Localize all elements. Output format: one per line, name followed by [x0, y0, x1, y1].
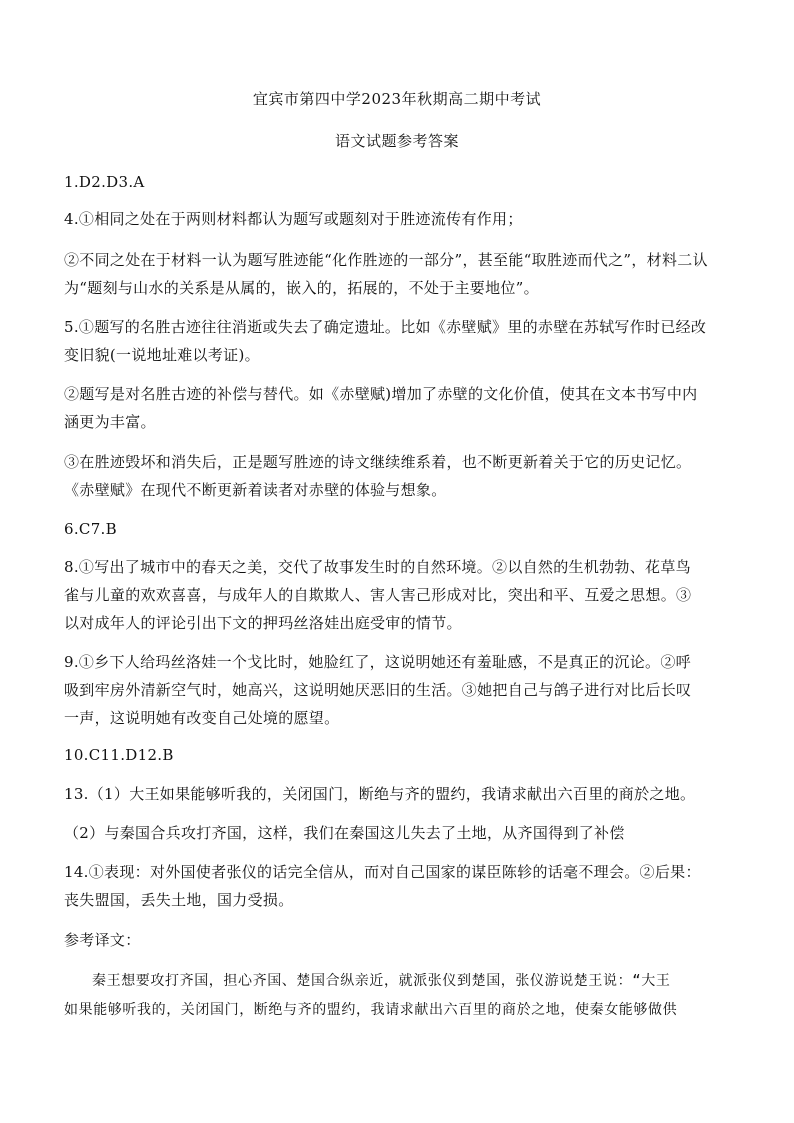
answer-line: 为“题刻与山水的关系是从属的，嵌入的，拓展的，不处于主要地位”。	[64, 279, 539, 297]
answer-8	[64, 553, 740, 637]
reference-translation-text	[64, 967, 740, 1025]
answer-14	[64, 858, 740, 914]
answer-4	[64, 205, 740, 233]
answer-line: （2）与秦国合兵攻打齐国，这样，我们在秦国这儿失去了土地，从齐国得到了补偿	[64, 824, 625, 842]
answer-line: 变旧貌(一说地址难以考证)。	[64, 346, 260, 364]
answer-line: 5.①题写的名胜古迹往往消逝或失去了确定遗址。比如《赤壁赋》里的赤壁在苏轼写作时已经改	[64, 318, 707, 336]
answer-line: 13.（1）大王如果能够听我的，关闭国门，断绝与齐的盟约，我请求献出六百里的商於之地。	[64, 785, 696, 803]
answer-13-part-2	[64, 819, 740, 847]
exam-title: 宜宾市第四中学2023年秋期高二期中考试	[252, 90, 542, 108]
answer-5-point-2	[64, 380, 740, 436]
answer-line: 6.C7.B	[64, 520, 117, 538]
answer-line: 丧失盟国，丢失土地，国力受损。	[64, 891, 294, 909]
answer-line: ③在胜迹毁坏和消失后，正是题写胜迹的诗文继续维系着，也不断更新着关于它的历史记忆。	[64, 453, 692, 471]
answer-key-subtitle: 语文试题参考答案	[334, 132, 459, 150]
answer-line: 涵更为丰富。	[64, 413, 156, 431]
answer-line: 雀与儿童的欢欢喜喜，与成年人的自欺欺人、害人害己形成对比，突出和平、互爱之思想。③	[64, 586, 692, 604]
answer-line: 参考译文：	[64, 931, 141, 949]
answer-4-continued	[64, 246, 740, 302]
answer-line: ②题写是对名胜古迹的补偿与替代。如《赤壁赋)增加了赤壁的文化价值，使其在文本书写中内	[64, 385, 698, 403]
answer-5	[64, 313, 740, 369]
translation-line: 秦王想要攻打齐国，担心齐国、楚国合纵亲近，就派张仪到楚国，张仪游说楚王说：“大王	[92, 973, 671, 989]
answer-line: 4.①相同之处在于两则材料都认为题写或题刻对于胜迹流传有作用；	[64, 210, 523, 228]
answer-10-12	[64, 741, 740, 769]
answer-line: 一声，这说明她有改变自己处境的愿望。	[64, 709, 340, 727]
answer-line: 1.D2.D3.A	[64, 173, 145, 191]
answer-line: 以对成年人的评论引出下文的押玛丝洛娃出庭受审的情节。	[64, 614, 462, 632]
translation-line: 如果能够听我的，关闭国门，断绝与齐的盟约，我请求献出六百里的商於之地，使秦女能够做供	[64, 1002, 678, 1018]
answer-line: 10.C11.D12.B	[64, 746, 174, 764]
answer-line: ②不同之处在于材料一认为题写胜迹能“化作胜迹的一部分”，甚至能“取胜迹而代之”，材料二认	[64, 251, 708, 269]
answer-line: 9.①乡下人给玛丝洛娃一个戈比时，她脸红了，这说明她还有羞耻感，不是真正的沉论。②呼	[64, 653, 691, 671]
answer-1-3	[64, 168, 740, 196]
answer-line: 8.①写出了城市中的春天之美，交代了故事发生时的自然环境。②以自然的生机勃勃、花草鸟	[64, 558, 691, 576]
answer-5-point-3	[64, 448, 740, 504]
answer-13-part-1	[64, 780, 740, 808]
answer-line: 吸到牢房外清新空气时，她高兴，这说明她厌恶旧的生活。③她把自己与鸽子进行对比后长叹	[64, 681, 692, 699]
answer-9	[64, 648, 740, 732]
answer-line: 《赤壁赋》在现代不断更新着读者对赤壁的体验与想象。	[64, 481, 447, 499]
answer-6-7	[64, 515, 740, 543]
reference-translation-label	[64, 926, 740, 954]
answer-line: 14.①表现：对外国使者张仪的话完全信从，而对自己国家的谋臣陈轸的话毫不理会。②后果：	[64, 863, 701, 881]
